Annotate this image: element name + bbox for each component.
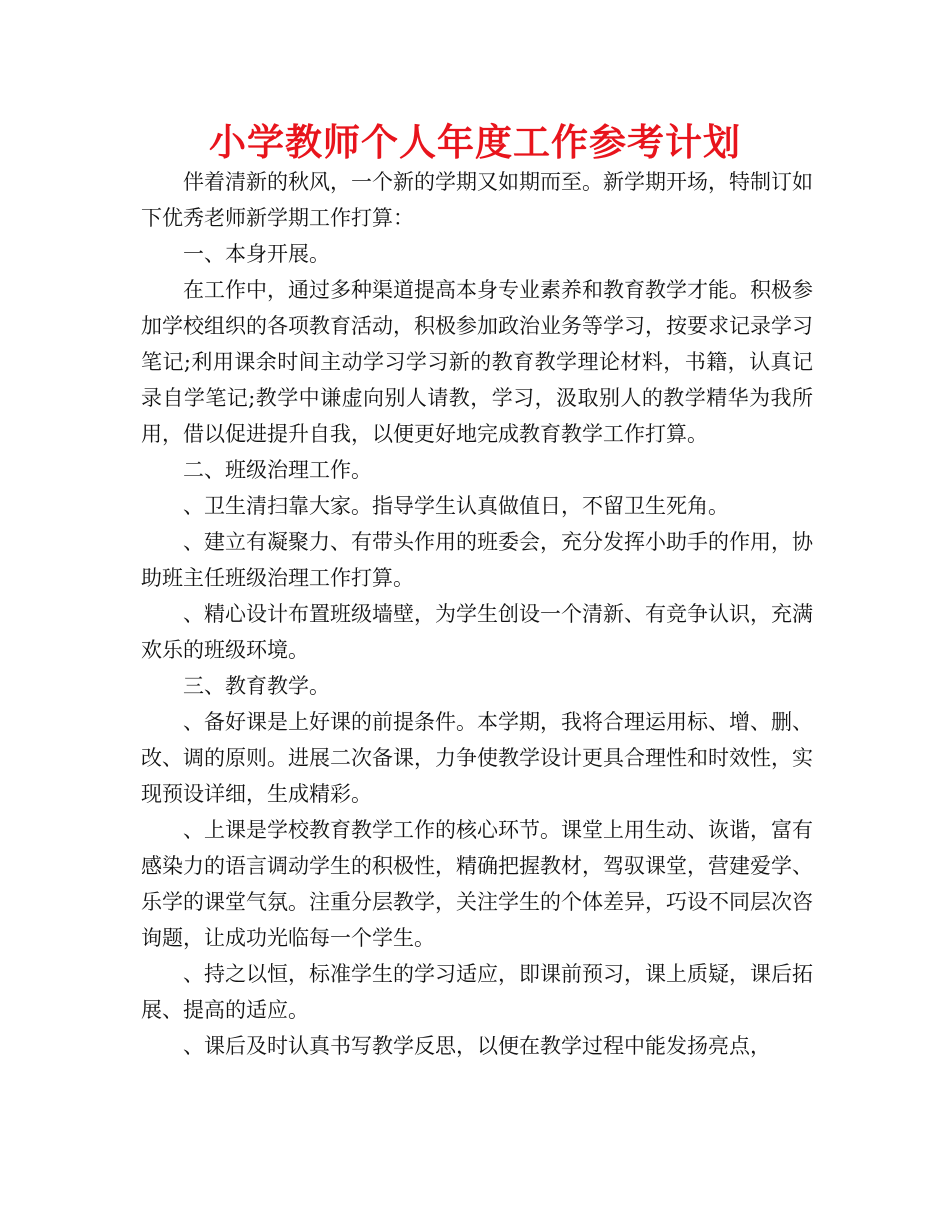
section-heading: 三、教育教学。 [183,674,330,698]
list-item: 、持之以恒，标准学生的学习适应，即课前预习，课上质疑，课后拓展、提高的适应。 [141,962,813,1022]
document-title: 小学教师个人年度工作参考计划 [209,121,741,164]
list-item: 、备好课是上好课的前提条件。本学期，我将合理运用标、增、删、改、调的原则。进展二次备课，力争使教学设计更具合理性和时效性，实现预设详细，生成精彩。 [141,710,813,806]
document-body [141,164,813,1064]
paragraph: 伴着清新的秋风，一个新的学期又如期而至。新学期开场，特制订如下优秀老师新学期工作打算： [141,170,813,230]
section-heading: 一、本身开展。 [183,242,330,266]
list-item: 、卫生清扫靠大家。指导学生认真做值日，不留卫生死角。 [183,494,729,518]
list-item: 、上课是学校教育教学工作的核心环节。课堂上用生动、诙谐，富有感染力的语言调动学生的积极性，精确把握教材，驾驭课堂，营建爱学、乐学的课堂气氛。注重分层教学，关注学生的个体差异，巧设不同层次咨询题，让成功光临每一个学生。 [141,818,813,950]
list-item: 、建立有凝聚力、有带头作用的班委会，充分发挥小助手的作用，协助班主任班级治理工作打算。 [141,530,813,590]
list-item: 、课后及时认真书写教学反思，以便在教学过程中能发扬亮点， [183,1034,771,1058]
list-item: 、精心设计布置班级墙壁，为学生创设一个清新、有竞争认识，充满欢乐的班级环境。 [141,602,813,662]
section-heading: 二、班级治理工作。 [183,458,372,482]
paragraph: 在工作中，通过多种渠道提高本身专业素养和教育教学才能。积极参加学校组织的各项教育活动，积极参加政治业务等学习，按要求记录学习笔记;利用课余时间主动学习学习新的教育教学理论材料，书籍，认真记录自学笔记;教学中谦虚向别人请教，学习，汲取别人的教学精华为我所用，借以促进提升自我，以便更好地完成教育教学工作打算。 [141,278,813,446]
